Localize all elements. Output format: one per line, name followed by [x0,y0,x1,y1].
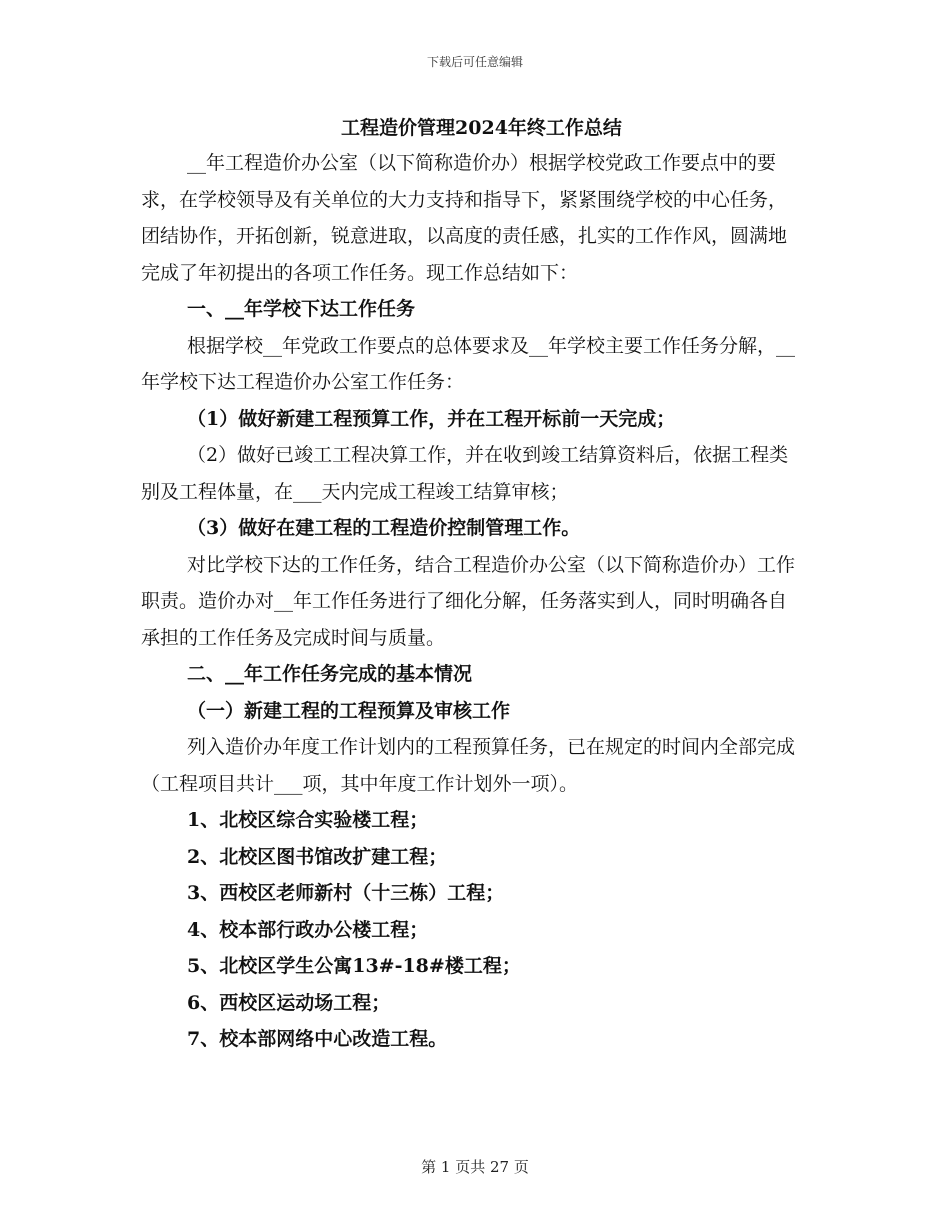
section-1-body: 根据学校__年党政工作要点的总体要求及__年学校主要工作任务分解，__年学校下达工程造价办公室工作任务： [141,334,796,393]
section-2-subheading-1: （一）新建工程的工程预算及审核工作 [187,699,511,722]
list-item: 4、校本部行政办公楼工程； [187,918,429,941]
list-item: 7、校本部网络中心改造工程。 [187,1028,448,1050]
task-3: （3）做好在建工程的工程造价控制管理工作。 [187,517,581,539]
document-title: 工程造价管理2024年终工作总结 [341,117,622,139]
section-2-sub1-body: 列入造价办年度工作计划内的工程预算任务，已在规定的时间内全部完成（工程项目共计___项，其中年度工作计划外一项）。 [141,736,796,795]
document-body [141,112,804,1058]
section-1-heading: 一、__年学校下达工作任务 [187,298,416,320]
list-item: 5、北校区学生公寓13#-18#楼工程； [187,955,521,977]
list-item: 3、西校区老师新村（十三栋）工程； [187,882,505,904]
page-footer: 第 1 页共 27 页 [421,1158,529,1176]
list-item: 2、北校区图书馆改扩建工程； [187,845,448,868]
section-2-heading: 二、__年工作任务完成的基本情况 [187,663,473,685]
section-1-summary: 对比学校下达的工作任务，结合工程造价办公室（以下简称造价办）工作职责。造价办对__年工作任务进行了细化分解，任务落实到人，同时明确各自承担的工作任务及完成时间与质量。 [141,553,796,649]
header-note: 下载后可任意编辑 [426,55,523,69]
task-1: （1）做好新建工程预算工作，并在工程开标前一天完成； [187,407,676,430]
intro-paragraph: __年工程造价办公室（以下简称造价办）根据学校党政工作要点中的要求，在学校领导及有关单位的大力支持和指导下，紧紧围绕学校的中心任务，团结协作，开拓创新，锐意进取，以高度的责任感，扎实的工作作风，圆满地完成了年初提出的各项工作任务。现工作总结如下： [141,152,788,284]
list-item: 1、北校区综合实验楼工程； [187,809,429,831]
list-item: 6、西校区运动场工程； [187,991,391,1014]
task-2: （2）做好已竣工工程决算工作，并在收到竣工结算资料后，依据工程类别及工程体量，在___天内完成工程竣工结算审核； [141,444,789,503]
